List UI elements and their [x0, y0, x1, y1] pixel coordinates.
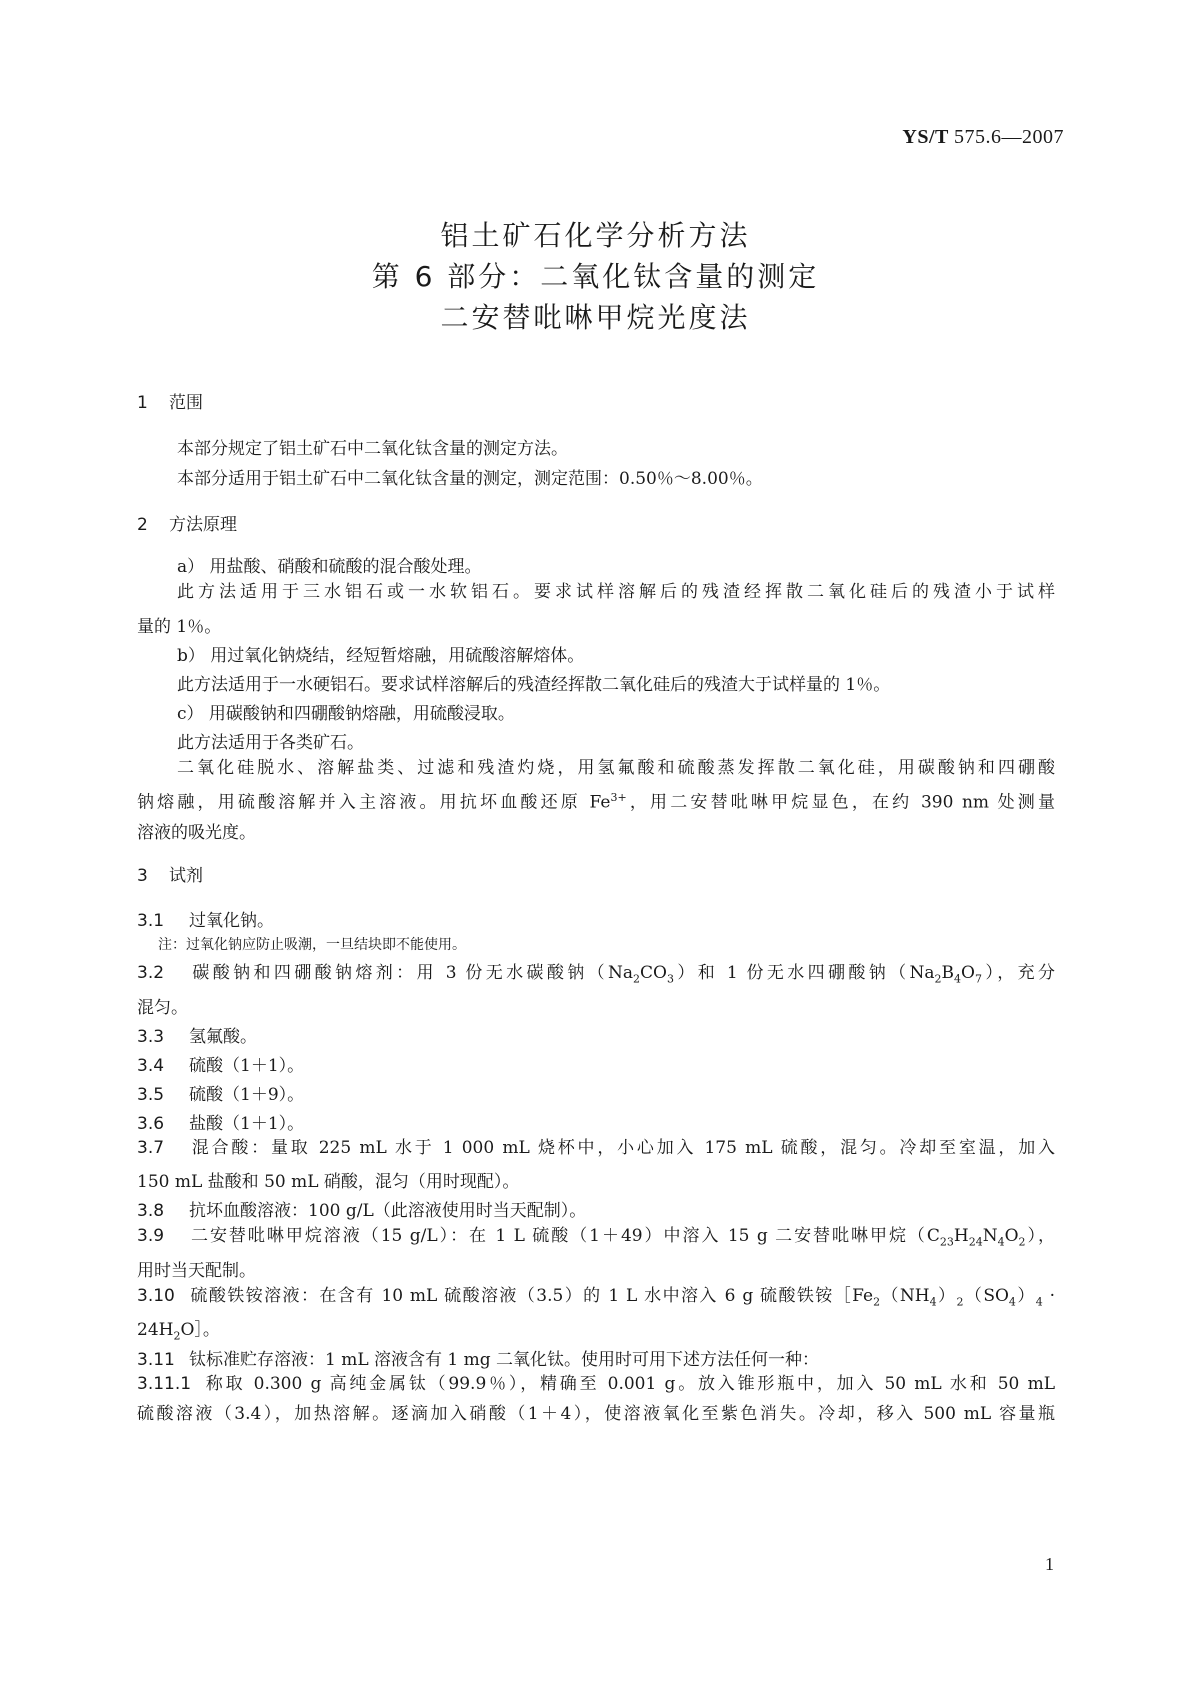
- reagent-3-4-text: 硫酸（1＋1）。: [189, 1056, 305, 1076]
- section-1-para-2: 本部分适用于铝土矿石中二氧化钛含量的测定，测定范围：0.50％～8.00％。: [177, 469, 763, 489]
- reagent-3-10-text-e: ）: [1015, 1286, 1036, 1306]
- subscript: 4: [954, 972, 962, 986]
- subscript: 3: [666, 972, 674, 986]
- title-line-3: 二安替吡啉甲烷光度法: [440, 301, 751, 334]
- subscript: 4: [1008, 1295, 1016, 1309]
- section-3-heading: [137, 861, 203, 886]
- method-a-desc-2: 量的 1％。: [137, 617, 222, 637]
- reagent-3-1: [137, 906, 274, 931]
- method-b-desc: 此方法适用于一水硬铝石。要求试样溶解后的残渣经挥散二氧化硅后的残渣大于试样量的 1％。: [177, 675, 891, 695]
- standard-code: 575.6—2007: [954, 126, 1064, 148]
- reagent-3-7: [137, 1132, 1055, 1164]
- reagent-3-10-cont-a: 24H: [137, 1320, 174, 1340]
- reagent-3-3: [137, 1022, 257, 1047]
- section-1-para-1: 本部分规定了铝土矿石中二氧化钛含量的测定方法。: [177, 439, 568, 459]
- subscript: 4: [1035, 1295, 1043, 1309]
- reagent-3-10-cont: [137, 1315, 220, 1342]
- principle-line-3: 溶液的吸光度。: [137, 823, 256, 843]
- reagent-3-2-text-a: 碳酸钠和四硼酸钠熔剂：用 3 份无水碳酸钠（Na: [189, 963, 633, 983]
- reagent-3-2-text-c: ）和 1 份无水四硼酸钠（Na: [673, 963, 935, 983]
- reagent-3-10: [137, 1280, 1055, 1318]
- reagent-3-10-text-f: ·: [1042, 1286, 1056, 1306]
- reagent-3-10-text-a: 硫酸铁铵溶液：在含有 10 mL 硫酸溶液（3.5）的 1 L 水中溶入 6 g 硫酸铁铵［Fe: [189, 1286, 874, 1306]
- reagent-3-6-number: 3.6: [137, 1114, 165, 1134]
- title-line-2: 第 6 部分：二氧化钛含量的测定: [371, 260, 820, 293]
- reagent-3-2-cont: 混匀。: [137, 998, 188, 1018]
- reagent-3-2: [137, 957, 1055, 995]
- section-3-number: 3: [137, 866, 148, 886]
- reagent-3-7-number: 3.7: [137, 1138, 165, 1158]
- reagent-3-11: [137, 1345, 819, 1370]
- subscript: 4: [997, 1235, 1005, 1249]
- reagent-3-5: [137, 1080, 304, 1105]
- reagent-3-4-number: 3.4: [137, 1056, 165, 1076]
- reagent-3-1-note: 注：过氧化钠应防止吸潮，一旦结块即不能使用。: [158, 937, 466, 953]
- section-2-title: 方法原理: [169, 515, 237, 535]
- reagent-3-9-text-a: 二安替吡啉甲烷溶液（15 g/L）：在 1 L 硫酸（1＋49）中溶入 15 g 二安替吡啉甲烷（C: [189, 1226, 940, 1246]
- reagent-3-10-number: 3.10: [137, 1286, 175, 1306]
- reagent-3-6: [137, 1109, 304, 1134]
- subscript: 4: [929, 1295, 937, 1309]
- method-c: c） 用碳酸钠和四硼酸钠熔融，用硫酸浸取。: [177, 704, 515, 724]
- principle-text-a: 钠熔融，用硫酸溶解并入主溶液。用抗坏血酸还原 Fe: [137, 792, 611, 813]
- method-b: b） 用过氧化钠烧结，经短暂熔融，用硫酸溶解熔体。: [177, 646, 585, 666]
- reagent-3-6-text: 盐酸（1＋1）。: [189, 1114, 305, 1134]
- reagent-3-5-number: 3.5: [137, 1085, 165, 1105]
- section-2-heading: [137, 510, 237, 535]
- reagent-3-2-text-f: ），充分: [981, 963, 1055, 983]
- reagent-3-3-number: 3.3: [137, 1027, 165, 1047]
- section-2-number: 2: [137, 515, 148, 535]
- iron-charge: 3+: [610, 791, 627, 804]
- method-a-desc-1: 此方法适用于三水铝石或一水软铝石。要求试样溶解后的残渣经挥散二氧化硅后的残渣小于试样: [177, 582, 1055, 602]
- reagent-3-5-text: 硫酸（1＋9）。: [189, 1085, 305, 1105]
- page-number: 1: [1045, 1554, 1054, 1574]
- reagent-3-11-1: [137, 1368, 1055, 1400]
- reagent-3-2-text-b: CO: [640, 963, 667, 983]
- reagent-3-3-text: 氢氟酸。: [189, 1027, 257, 1047]
- reagent-3-2-text-d: B: [941, 963, 955, 983]
- reagent-3-11-1-text: 称取 0.300 g 高纯金属钛（99.9％），精确至 0.001 g。放入锥形瓶中，加入 50 mL 水和 50 mL: [203, 1374, 1055, 1394]
- reagent-3-10-text-c: ）: [936, 1286, 957, 1306]
- reagent-3-9-text-c: N: [982, 1226, 998, 1246]
- reagent-3-4: [137, 1051, 304, 1076]
- section-1-heading: [137, 388, 203, 413]
- principle-line-1: 二氧化硅脱水、溶解盐类、过滤和残渣灼烧，用氢氟酸和硫酸蒸发挥散二氧化硅，用碳酸钠和四硼酸: [177, 758, 1055, 778]
- reagent-3-9-cont: 用时当天配制。: [137, 1261, 256, 1281]
- section-1-title: 范围: [169, 393, 203, 413]
- reagent-3-1-number: 3.1: [137, 911, 165, 931]
- title-line-1: 铝土矿石化学分析方法: [440, 219, 751, 252]
- subscript: 2: [873, 1295, 881, 1309]
- reagent-3-9-text-b: H: [953, 1226, 969, 1246]
- subscript: 2: [1018, 1235, 1026, 1249]
- section-3-title: 试剂: [169, 866, 203, 886]
- reagent-3-2-text-e: O: [961, 963, 975, 983]
- principle-text-b: ，用二安替吡啉甲烷显色，在约 390 nm 处测量: [626, 792, 1055, 813]
- reagent-3-9-text-e: ），: [1025, 1226, 1055, 1246]
- principle-line-2: [137, 782, 1055, 819]
- subscript: 2: [633, 972, 640, 986]
- reagent-3-1-text: 过氧化钠。: [189, 911, 274, 931]
- standard-number: [902, 126, 1064, 149]
- reagent-3-7-cont: 150 mL 盐酸和 50 mL 硝酸，混匀（用时现配）。: [137, 1172, 520, 1192]
- standard-prefix: YS/T: [902, 126, 949, 148]
- method-c-desc: 此方法适用于各类矿石。: [177, 733, 364, 753]
- reagent-3-11-1-cont: 硫酸溶液（3.4），加热溶解。逐滴加入硝酸（1＋4），使溶液氧化至紫色消失。冷却，移入 500 mL 容量瓶: [137, 1404, 1055, 1424]
- reagent-3-8-text: 抗坏血酸溶液：100 g/L（此溶液使用时当天配制）。: [189, 1201, 587, 1221]
- subscript: 7: [974, 972, 982, 986]
- reagent-3-9: [137, 1220, 1055, 1258]
- subscript: 23: [939, 1235, 954, 1249]
- reagent-3-10-cont-b: O］。: [180, 1320, 220, 1340]
- reagent-3-11-1-number: 3.11.1: [137, 1374, 192, 1394]
- method-a: a） 用盐酸、硝酸和硫酸的混合酸处理。: [177, 557, 482, 577]
- subscript: 2: [934, 972, 942, 986]
- reagent-3-10-text-b: （NH: [880, 1286, 930, 1306]
- reagent-3-8-number: 3.8: [137, 1201, 165, 1221]
- reagent-3-9-number: 3.9: [137, 1226, 165, 1246]
- reagent-3-8: [137, 1196, 586, 1221]
- reagent-3-11-number: 3.11: [137, 1350, 175, 1370]
- reagent-3-2-number: 3.2: [137, 963, 165, 983]
- subscript: 2: [956, 1295, 964, 1309]
- subscript: 2: [173, 1329, 181, 1343]
- reagent-3-10-text-d: （SO: [963, 1286, 1009, 1306]
- subscript: 24: [968, 1235, 983, 1249]
- section-1-number: 1: [137, 393, 148, 413]
- reagent-3-9-text-d: O: [1004, 1226, 1019, 1246]
- reagent-3-11-text: 钛标准贮存溶液：1 mL 溶液含有 1 mg 二氧化钛。使用时可用下述方法任何一种：: [189, 1350, 820, 1370]
- reagent-3-7-text: 混合酸：量取 225 mL 水于 1 000 mL 烧杯中，小心加入 175 mL 硫酸，混匀。冷却至室温，加入: [189, 1138, 1055, 1158]
